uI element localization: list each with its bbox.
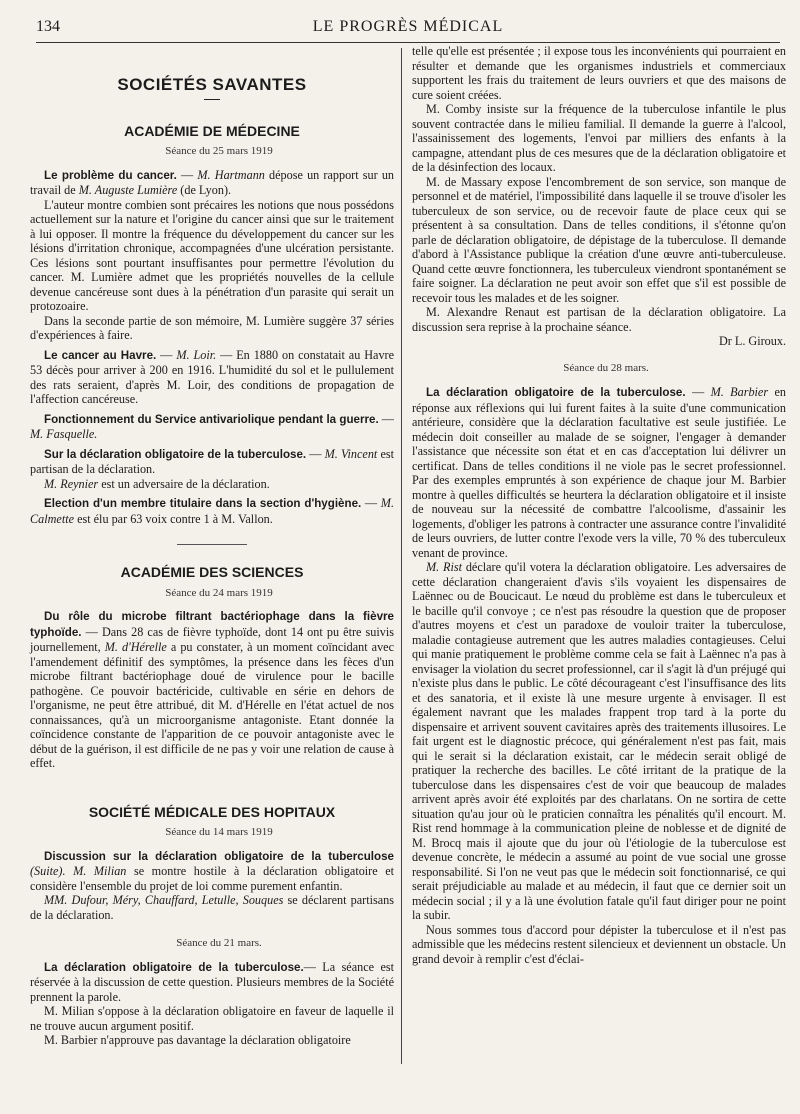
paragraph: M. Rist déclare qu'il votera la déclaration obligatoire. Les adversaires de cette déclaration changeraient d'avis s'ils voyaient les dispensaires de Laënnec ou de Boucicaut. Le nœud du problème est dans le tuberculeux et le bacille qu'il convoye ; ce n'est pas résoudre la question que de proposer d'autres moyens et c'est un paradoxe de vouloir traiter la tuberculose, maladie contagieuse autrement que les autres maladies contagieuses. Celui qui manie pratiquement le problème comme cela se fait à Laënnec n'a pas à envisager la violation du secret professionnel, car il s'agit là d'un préjugé qui n'existe plus dans le public. Le côté décourageant c'est l'insuffisance des lits et des sanatoria, et il existe là une mesure urgente à envisager. Il est également navrant que les malades frappent trop tard à la porte du dispensaire et arrivent souvent cavitaires après des traitements illusoires. Le fait urgent est le diagnostic précoce, qui généralement n'est pas fait, mais qui le serait si la déclaration existait, car le médecin serait obligé de pratiquer la recherche des bacilles. Le côté irritant de la pratique de la tuberculose dans les dispensaires c'est de voir que beaucoup de malades arrivent après avoir été exploités par des charlatans. On ne sortira de cette situation qu'au jour où le praticien connaîtra les pénalités qu'il encourt. M. Rist rend hommage à la communication pleine de noblesse et de dignité de M. Brocq mais il ajoute que du jour où l'étiologie de la tuberculose est devenue concrète, le médecin a assumé au point de vue social une grosse responsabilité. Si l'on ne veut pas que le médecin soit fonctionnarisé, ce qui serait préjudiciable au malade et au médecin, il faut que ce dernier soit un médecin social ; il y a là une évolution fatale qu'il faut diriger pour ne point la subir. [412, 560, 786, 922]
academie-sciences-title: ACADÉMIE DES SCIENCES [120, 564, 304, 580]
paragraph: Le problème du cancer. — M. Hartmann dépose un rapport sur un travail de M. Auguste Lumière (de Lyon). [30, 167, 395, 197]
paragraph: Discussion sur la déclaration obligatoire de la tuberculose (Suite). M. Milian se montre hostile à la déclaration obligatoire et considère l'ensemble du projet de loi comme purement enfantin. [30, 849, 395, 893]
page-header [36, 18, 780, 43]
paragraph: MM. Dufour, Méry, Chauffard, Letulle, Souques se déclarent partisans de la déclaration. [30, 893, 394, 922]
column-rule [401, 48, 402, 1064]
academie-medecine-title: ACADÉMIE DE MÉDECINE [124, 122, 300, 139]
academie-sciences-date: Séance du 24 mars 1919 [165, 586, 273, 599]
journal-title: LE PROGRÈS MÉDICAL [312, 18, 504, 35]
paragraph: Fonctionnement du Service antivariolique pendant la guerre. — M. Fasquelle. [30, 411, 394, 441]
paragraph: Dans la seconde partie de son mémoire, M. Lumière suggère 37 séries d'expériences à faire. [30, 313, 394, 342]
paragraph: M. Barbier n'approuve pas davantage la déclaration obligatoire [44, 1033, 351, 1047]
page-number: 134 [36, 18, 60, 35]
paragraph: M. Comby insiste sur la fréquence de la tuberculose infantile le plus souvent contractée dans le milieu familial. Il demande la guerre à l'alcool, l'assainissement des logements, l'envoi par milliers des enfants à la campagne, attendant plus de ces mesures que de la déclaration obligatoire et de la désinfection des locaux. [412, 102, 786, 174]
paragraph: L'auteur montre combien sont précaires les notions que nous possédons actuellement sur la nature et l'origine du cancer ainsi que sur le traitement à lui opposer. Il montre la fréquence du développement du cancer sur les lésions d'irritation chronique, accompagnées d'une ulcération persistante. Ces lésions sont pourtant insuffisantes pour permettre l'évolution du cancer. M. Lumière admet que les propriétés nouvelles de la cellule devenue cancéreuse sont dues à la pénétration d'un parasite qui serait un protozoaire. [30, 197, 394, 313]
academie-medecine-date: Séance du 25 mars 1919 [165, 145, 273, 157]
paragraph: La déclaration obligatoire de la tuberculose. — M. Barbier en réponse aux réflexions qui lui furent faites à la suite d'une communication antérieure, considère que la déclaration facultative est seule justifiée. Le médecin doit conseiller au malade de se soigner, l'engager à demander l'assistance que nécessite son état et en cas d'acceptation lui délivrer un certificat. Dans de telles conditions il ne viole pas le secret professionnel. Par des exemples empruntés à son expérience de chaque jour M. Barbier montre à quelles difficultés se heurtera la déclaration obligatoire et il insiste de nouveau sur la nécessité de combattre l'alcoolisme, d'assainir les logements, d'obliger les patrons à contracter une assurance contre l'invalidité de leurs ouvriers, de lutter contre l'exode vers la ville, 70 % des tuberculeux venant de province. [412, 385, 786, 560]
paragraph: Sur la déclaration obligatoire de la tuberculose. — M. Vincent est partisan de la déclaration. [30, 446, 394, 476]
paragraph: Election d'un membre titulaire dans la section d'hygiène. — M. Calmette est élu par 63 voix contre 1 à M. Vallon. [30, 496, 394, 526]
paragraph: M. Reynier est un adversaire de la déclaration. [44, 476, 270, 491]
paragraph: M. Alexandre Renaut est partisan de la déclaration obligatoire. La discussion sera reprise à la prochaine séance. [412, 305, 786, 334]
left-column [30, 48, 394, 1048]
section-title: SOCIÉTÉS SAVANTES [117, 75, 307, 94]
paragraph: M. de Massary expose l'encombrement de son service, son manque de personnel et de matériel, l'impossibilité dans laquelle il se trouve d'isoler les tuberculeux de son service, ou de recevoir faute de place ceux qui se présentent à sa consultation. Dans de telles conditions, il s'étonne qu'on parle de déclaration obligatoire, de dépistage de la tuberculose. Il demande d'abord à l'Assistance publique la création d'une œuvre anti-tuberculeuse. Quand cette œuvre fonctionnera, les tuberculeux viendront spontanément se faire soigner. La déclaration ne peut avoir son effet que s'il est possible de recevoir tous les malades et de les soigner. [412, 174, 786, 305]
seance-date: Séance du 28 mars. [563, 361, 649, 374]
paragraph: telle qu'elle est présentée ; il expose tous les inconvénients qui pourraient en résulter et demande que les organismes industriels et commerciaux supportent les frais du traitement de leurs ouvriers et que des maisons de cure soient créées. [412, 44, 786, 102]
societe-hopitaux-date-2: Séance du 21 mars. [176, 937, 262, 949]
paragraph: Du rôle du microbe filtrant bactériophage dans la fièvre typhoïde. — Dans 28 cas de fièvre typhoïde, dont 14 ont pu être suivis journellement, M. d'Hérelle a pu constater, à un moment coïncidant avec l'amendement définitif des symptômes, la présence dans les fèces d'un microbe filtrant bactériophage doué de virulence pour le bacille pathogène. Ce pouvoir bactéricide, cultivable en série en dehors de l'organisme, ne peut être attribué, dit M. d'Hérelle en l'état actuel de nos connaissances, qu'à un microorganisme antagoniste. Etant donnée la coïncidence constante de l'apparition de ce pouvoir antagoniste avec le début de la guérison, il est difficile de ne pas y voir une relation de cause à effet. [30, 610, 394, 770]
paragraph: Le cancer au Havre. — M. Loir. — En 1880 on constatait au Havre 53 décès pour arriver à 200 en 1916. L'humidité du sol et le pullulement des rats seraient, d'après M. Loir, des conditions de propagation de l'affection cancéreuse. [30, 347, 395, 406]
paragraph: M. Milian s'oppose à la déclaration obligatoire en faveur de laquelle il ne trouve aucun argument positif. [30, 1004, 394, 1033]
right-column [412, 44, 786, 966]
societe-hopitaux-title: SOCIÉTÉ MÉDICALE DES HOPITAUX [88, 803, 336, 820]
signature: Dr L. Giroux. [718, 334, 786, 348]
societe-hopitaux-date: Séance du 14 mars 1919 [165, 826, 273, 838]
paragraph: La déclaration obligatoire de la tuberculose.— La séance est réservée à la discussion de cette question. Plusieurs membres de la Société prennent la parole. [30, 959, 394, 1004]
paragraph: Nous sommes tous d'accord pour dépister la tuberculose et il n'est pas admissible que les médecins restent silencieux et deviennent un obstacle. Un grand devoir à remplir c'est d'éclai- [412, 922, 786, 966]
